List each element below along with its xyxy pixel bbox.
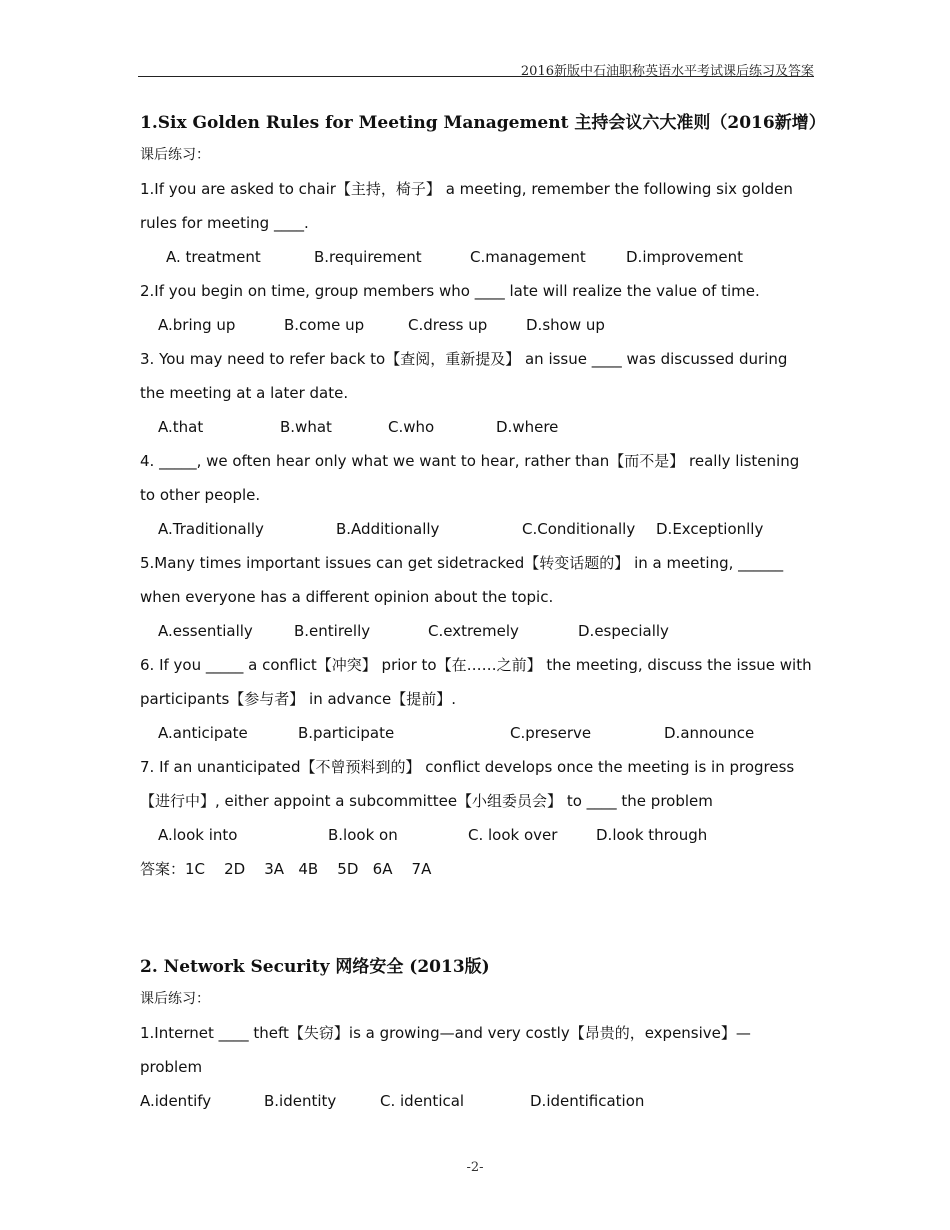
- question-1: 1.If you are asked to chair【主持，椅子】 a meeting, remember the following six golden rules for meeting ____.: [140, 180, 793, 232]
- option-a: A.anticipate: [158, 724, 248, 742]
- page-number: -2-: [466, 1160, 484, 1175]
- question-2: 2.If you begin on time, group members who ____ late will realize the value of time.: [140, 282, 760, 300]
- question-3: 3. You may need to refer back to【查阅，重新提及】 an issue ____ was discussed during the meeting at a later date.: [140, 350, 788, 402]
- option-c: C.extremely: [428, 622, 519, 640]
- section-meeting-management: [140, 108, 826, 886]
- option-a: A.Traditionally: [158, 520, 264, 538]
- option-c: C.dress up: [408, 316, 488, 334]
- option-a: A.look into: [158, 826, 238, 844]
- options-3: [140, 410, 812, 444]
- question-4: 4. _____, we often hear only what we want to hear, rather than【而不是】 really listening to other people.: [140, 452, 800, 504]
- option-b: B.entirelly: [294, 622, 371, 640]
- option-b: B.look on: [328, 826, 398, 844]
- option-a: A. treatment: [166, 248, 261, 266]
- options-1: [140, 1084, 812, 1118]
- option-d: D.improvement: [626, 248, 743, 266]
- page-content: [140, 108, 826, 1118]
- section-title: 2. Network Security 网络安全 (2013版): [140, 957, 490, 977]
- option-c: C.who: [388, 418, 435, 436]
- question-7: 7. If an unanticipated【不曾预料到的】 conflict develops once the meeting is in progress【进行中】, either appoint a subcommittee【小组委员会】 to ____ the problem: [140, 758, 795, 810]
- answer-key: 答案：1C 2D 3A 4B 5D 6A 7A: [140, 860, 432, 878]
- option-d: D.where: [496, 418, 559, 436]
- option-a: A.essentially: [158, 622, 253, 640]
- page-header: 2016新版中石油职称英语水平考试课后练习及答案: [520, 64, 814, 79]
- option-a: A.identify: [140, 1092, 212, 1110]
- option-c: C.Conditionally: [522, 520, 636, 538]
- option-b: B.identity: [264, 1092, 337, 1110]
- section-title: 1.Six Golden Rules for Meeting Management 主持会议六大准则（2016新增）: [140, 113, 826, 133]
- option-d: D.look through: [596, 826, 708, 844]
- option-b: B.what: [280, 418, 332, 436]
- options-2: [140, 308, 812, 342]
- option-c: C.management: [470, 248, 586, 266]
- options-6: [140, 716, 812, 750]
- option-d: D.announce: [664, 724, 755, 742]
- options-5: [140, 614, 812, 648]
- option-d: D.show up: [526, 316, 605, 334]
- exercise-label: 课后练习：: [140, 147, 210, 163]
- option-c: C.preserve: [510, 724, 592, 742]
- option-d: D.especially: [578, 622, 669, 640]
- option-c: C. identical: [380, 1092, 465, 1110]
- options-7: [140, 818, 812, 852]
- option-b: B.come up: [284, 316, 365, 334]
- exercise-label: 课后练习：: [140, 991, 210, 1007]
- option-b: B.participate: [298, 724, 395, 742]
- option-b: B.requirement: [314, 248, 422, 266]
- option-d: D.identification: [530, 1092, 645, 1110]
- header-rule: [138, 76, 814, 77]
- option-a: A.bring up: [158, 316, 236, 334]
- option-c: C. look over: [468, 826, 558, 844]
- options-4: [140, 512, 812, 546]
- option-b: B.Additionally: [336, 520, 440, 538]
- option-a: A.that: [158, 418, 204, 436]
- question-5: 5.Many times important issues can get sidetracked【转变话题的】 in a meeting, ______ when everyone has a different opinion about the topic.: [140, 554, 784, 606]
- option-d: D.Exceptionlly: [656, 520, 764, 538]
- section-network-security: [140, 952, 812, 1118]
- question-6: 6. If you _____ a conflict【冲突】 prior to【在……之前】 the meeting, discuss the issue with participants【参与者】 in advance【提前】.: [140, 656, 812, 708]
- question-1: 1.Internet ____ theft【失窃】is a growing—and very costly【昂贵的，expensive】—problem: [140, 1024, 751, 1076]
- options-1: [140, 240, 812, 274]
